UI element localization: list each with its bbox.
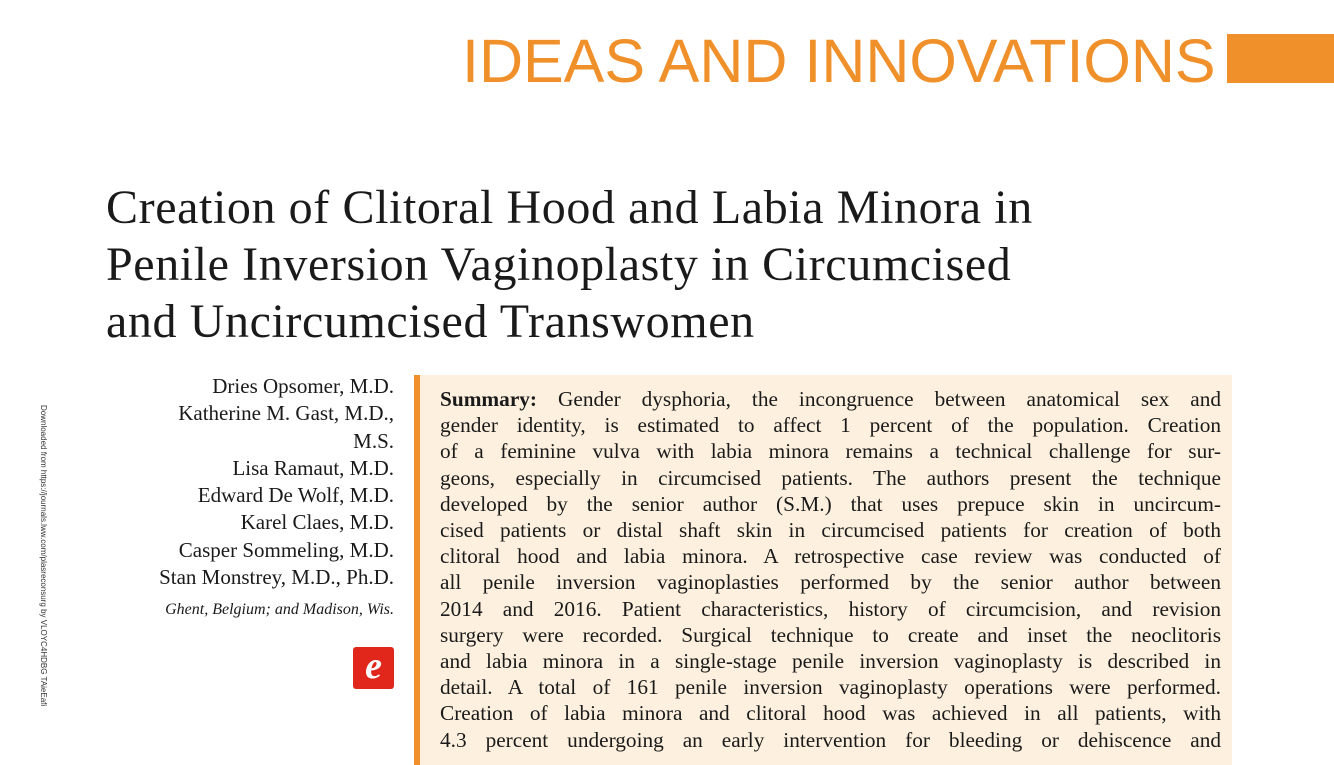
author-name: Stan Monstrey, M.D., Ph.D. <box>159 565 394 590</box>
abstract-line: 4.3 percent undergoing an early intervention for bleeding or dehiscence and <box>440 727 1221 752</box>
article-title <box>106 179 1286 350</box>
author-name: Karel Claes, M.D. <box>240 510 394 535</box>
abstract-box <box>414 375 1232 765</box>
abstract-line <box>440 386 1221 412</box>
author-name: Edward De Wolf, M.D. <box>197 483 394 508</box>
title-line: Creation of Clitoral Hood and Labia Minora in <box>106 181 1033 234</box>
section-header: IDEAS AND INNOVATIONS <box>462 27 1216 95</box>
abstract-text <box>440 386 1221 753</box>
author-name: Dries Opsomer, M.D. <box>212 374 394 398</box>
abstract-line: clitoral hood and labia minora. A retrospective case review was conducted of <box>440 544 1221 569</box>
abstract-line: detail. A total of 161 penile inversion vaginoplasty operations were performed. <box>440 675 1221 700</box>
section-accent-bar <box>1227 34 1334 83</box>
e-badge-letter: e <box>365 645 382 687</box>
abstract-line: surgery were recorded. Surgical technique to create and inset the neoclitoris <box>440 622 1221 647</box>
title-line: and Uncircumcised Transwomen <box>106 295 755 348</box>
e-content-icon[interactable] <box>353 647 394 689</box>
author-name: Lisa Ramaut, M.D. <box>232 455 394 480</box>
abstract-line: geons, especially in circumcised patients. The authors present the technique <box>440 465 1221 490</box>
abstract-line: developed by the senior author (S.M.) that uses prepuce skin in uncircum- <box>440 491 1221 516</box>
abstract-line: and labia minora in a single-stage penile inversion vaginoplasty is described in <box>440 649 1221 674</box>
affiliation: Ghent, Belgium; and Madison, Wis. <box>165 601 394 619</box>
author-name: Katherine M. Gast, M.D., <box>178 401 394 426</box>
author-name: M.S. <box>353 428 394 453</box>
abstract-line: all penile inversion vaginoplasties performed by the senior author between <box>440 570 1221 595</box>
author-list <box>94 373 394 621</box>
abstract-label: Summary: <box>440 387 538 411</box>
abstract-line: gender identity, is estimated to affect 1 percent of the population. Creation <box>440 413 1221 438</box>
abstract-line: 2014 and 2016. Patient characteristics, history of circumcision, and revision <box>440 596 1221 621</box>
abstract-line: Creation of labia minora and clitoral hood was achieved in all patients, with <box>440 701 1221 726</box>
download-watermark: Downloaded from https://journals.lww.com/plasreconsurg by VLOYC4HDBG TAieEafi <box>39 405 48 707</box>
title-line: Penile Inversion Vaginoplasty in Circumcised <box>106 238 1012 291</box>
abstract-line: cised patients or distal shaft skin in circumcised patients for creation of both <box>440 518 1221 543</box>
author-name: Casper Sommeling, M.D. <box>178 537 394 562</box>
abstract-line: of a feminine vulva with labia minora remains a technical challenge for sur- <box>440 439 1221 464</box>
abstract-line-text: Gender dysphoria, the incongruence between anatomical sex and <box>537 387 1221 411</box>
